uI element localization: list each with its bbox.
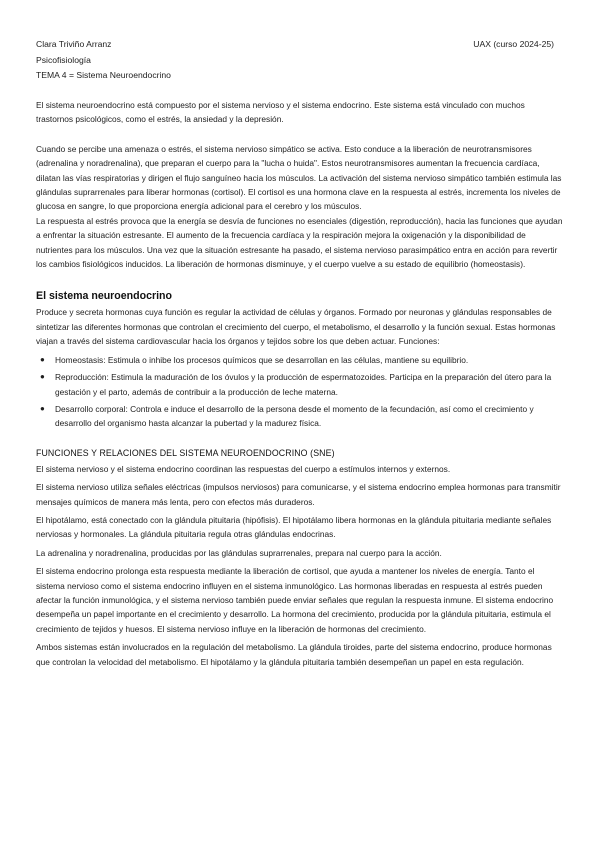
section1-body: Produce y secreta hormonas cuya función es regular la actividad de células y órganos. Formado por neuronas y glándulas responsables de sintetizar las diferentes hormonas que controlan el crecimiento del cuerpo, el metabolismo, el desarrollo y la función sexual. Estas hormonas viajan a través del sistema cardiovascular hacia los órganos y tejidos sobre los que deben actuar. Funciones: [36, 307, 556, 347]
list-item-text: Homeostasis: Estimula o inhibe los procesos químicos que se desarrollan en las células, mantiene su equilibrio. [55, 354, 469, 365]
section2-paragraph-5: El sistema endocrino prolonga esta respuesta mediante la liberación de cortisol, que ayuda a mantener los niveles de energía. Tanto el sistema nervioso como el sistema endocrino influyen en el sistema inmunológico. Las hormonas liberadas en respuesta al estrés pueden afectar la función inmunológica, y el sistema nervioso también puede enviar señales que regulan la respuesta inmune. El sistema endocrino desempeña un papel importante en el crecimiento y desarrollo. La hormona del crecimiento, producida por la glándula pituitaria, estimula el crecimiento de tejidos y huesos. El sistema nervioso influye en la liberación de hormonas del crecimiento. [36, 566, 554, 634]
functions-list [36, 353, 563, 431]
bullet-icon: ● [40, 354, 45, 364]
section-heading-neuroendocrine: El sistema neuroendocrino [36, 290, 172, 303]
document-body [36, 98, 563, 669]
intro-paragraph-1: El sistema neuroendocrino está compuesto por el sistema nervioso y el sistema endocrino. Este sistema está vinculado con muchos trastornos psicológicos, como el estrés, la ansiedad y la depresión. [36, 100, 525, 125]
course-label: UAX (curso 2024-25) [473, 39, 554, 49]
list-item-text: Reproducción: Estimula la maduración de los óvulos y la producción de espermatozoides. Participa en la preparación del útero para la gestación y el parto, además de contribuir a la producción de leche materna. [55, 372, 552, 397]
section-heading-functions: FUNCIONES Y RELACIONES DEL SISTEMA NEUROENDOCRINO (SNE) [36, 447, 335, 458]
section2-paragraph-1: El sistema nervioso y el sistema endocrino coordinan las respuestas del cuerpo a estímulos internos y externos. [36, 463, 451, 474]
document-header [36, 37, 171, 84]
section2-paragraph-4: La adrenalina y noradrenalina, producidas por las glándulas suprarrenales, prepara nal cuerpo para la acción. [36, 547, 442, 558]
bullet-icon: ● [40, 372, 45, 382]
section2-paragraph-3: El hipotálamo, está conectado con la glándula pituitaria (hipófisis). El hipotálamo libera hormonas en la glándula pituitaria mediante señales nerviosas y hormonales. La glándula pituitaria regula otras glándulas endocrinas. [36, 514, 552, 540]
section2-paragraph-2: El sistema nervioso utiliza señales eléctricas (impulsos nerviosos) para comunicarse, y el sistema endocrino emplea hormonas para transmitir mensajes químicos de manera más lenta, pero con efectos más duraderos. [36, 482, 561, 507]
bullet-icon: ● [40, 403, 45, 413]
list-item [40, 370, 563, 399]
intro-paragraph-3: La respuesta al estrés provoca que la energía se desvía de funciones no esenciales (digestión, reproducción), hacia las funciones que ayudan a enfrentar la situación estresante. El aumento de la frecuencia cardíaca y la respiración mejora la oxigenación y la disponibilidad de nutrientes para los músculos. Una vez que la situación estresante ha pasado, el sistema nervioso parasimpático entra en acción para revertir los cambios fisiológicos inducidos. La liberación de hormonas disminuye, y el cuerpo vuelve a su estado de equilibrio (homeostasis). [36, 215, 563, 270]
intro-paragraph-2: Cuando se percibe una amenaza o estrés, el sistema nervioso simpático se activa. Esto conduce a la liberación de neurotransmisores (adrenalina y noradrenalina), que preparan el cuerpo para la "lucha o huida". Estos neurotransmisores aumentan la frecuencia cardíaca, dilatan las vías respiratorias y dirigen el flujo sanguíneo hacia los músculos. La activación del sistema nervioso simpático también estimula las glándulas suprarrenales para liberar hormonas (cortisol). El cortisol es una hormona clave en la respuesta al estrés, incrementa los niveles de glucosa en sangre, lo que proporciona energía adicional para el cerebro y los músculos. [36, 143, 562, 212]
author-name: Clara Triviño Arranz [36, 39, 112, 49]
list-item [40, 402, 563, 431]
list-item [40, 353, 563, 367]
section2-paragraph-6: Ambos sistemas están involucrados en la regulación del metabolismo. La glándula tiroides, parte del sistema endocrino, produce hormonas que controlan la velocidad del metabolismo. El hipotálamo y la glándula pituitaria también desempeñan un papel en esta regulación. [36, 642, 552, 667]
topic-title: TEMA 4 = Sistema Neuroendocrino [36, 70, 171, 80]
list-item-text: Desarrollo corporal: Controla e induce el desarrollo de la persona desde el momento de la fecundación, así como el crecimiento y desarrollo del organismo hasta alcanzar la pubertad y la madurez física. [55, 403, 534, 429]
subject-name: Psicofisiología [36, 54, 91, 65]
